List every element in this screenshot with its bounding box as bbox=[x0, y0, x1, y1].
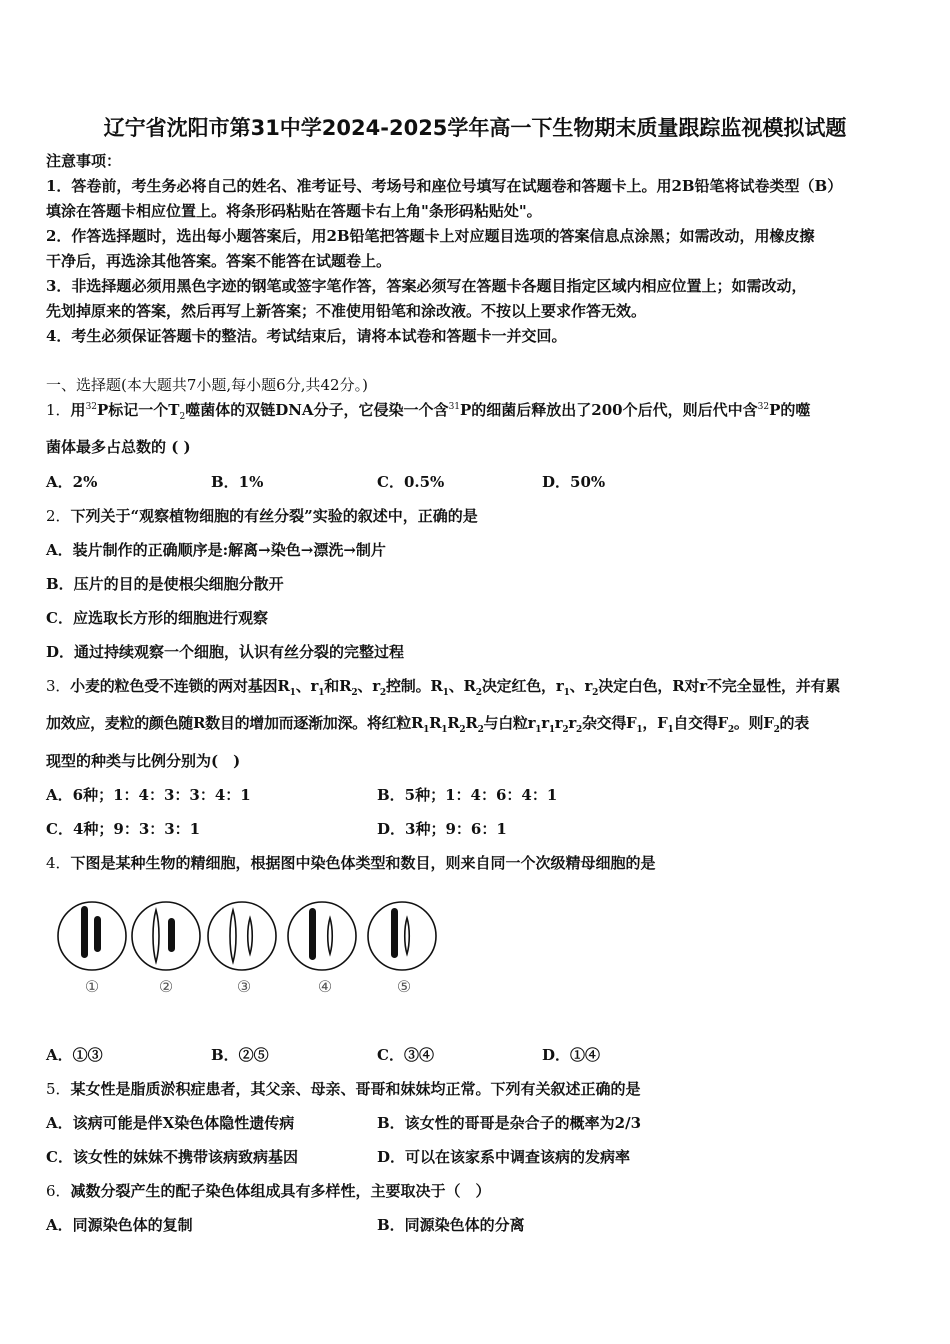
subscript: 2 bbox=[575, 725, 582, 735]
figure-caption-3: ③ bbox=[236, 977, 252, 996]
text: 与白粒r bbox=[483, 714, 536, 732]
option-b: B．该女性的哥哥是杂合子的概率为2/3 bbox=[377, 1114, 642, 1132]
subscript: 2 bbox=[477, 725, 484, 735]
notice-line: 3．非选择题必须用黑色字迹的钢笔或签字笔作答，答案必须写在答题卡各题目指定区域内相应位置上；如需改动， bbox=[46, 277, 807, 295]
subscript: 1 bbox=[636, 725, 643, 735]
text: R bbox=[447, 714, 460, 732]
subscript: 2 bbox=[562, 725, 569, 735]
option-c: C．③④ bbox=[377, 1046, 434, 1064]
text: 和R bbox=[324, 677, 352, 695]
option-d: D．通过持续观察一个细胞，认识有丝分裂的完整过程 bbox=[46, 643, 405, 661]
superscript: 32 bbox=[85, 402, 98, 412]
question-number: 6． bbox=[46, 1182, 71, 1200]
question-number: 3． bbox=[46, 677, 71, 695]
option-b: B．1% bbox=[211, 473, 264, 491]
text: 小麦的粒色受不连锁的两对基因R bbox=[70, 677, 290, 695]
option-d: D．3种；9：6：1 bbox=[377, 820, 507, 838]
question-3-line-3: 现型的种类与比例分别为( ) bbox=[46, 752, 241, 770]
option-b: B．同源染色体的分离 bbox=[377, 1216, 525, 1234]
question-1-line-2: 菌体最多占总数的 ( ) bbox=[46, 438, 191, 456]
option-a: A．6种；1：4：3：3：4：1 bbox=[46, 786, 251, 804]
subscript: 2 bbox=[379, 688, 386, 698]
cell-1 bbox=[58, 902, 126, 970]
text: 减数分裂产生的配子染色体组成具有多样性，主要取决于（ ） bbox=[70, 1182, 491, 1200]
option-a: A．该病可能是伴X染色体隐性遗传病 bbox=[46, 1114, 295, 1132]
option-a: A．①③ bbox=[46, 1046, 103, 1064]
option-c: C．应选取长方形的细胞进行观察 bbox=[46, 609, 268, 627]
notice-line: 1．答卷前，考生务必将自己的姓名、准考证号、考场号和座位号填写在试题卷和答题卡上。用2B铅笔将试卷类型（B） bbox=[46, 177, 843, 195]
question-1-line-1 bbox=[46, 400, 810, 420]
notice-line: 先划掉原来的答案，然后再写上新答案；不准使用铅笔和涂改液。不按以上要求作答无效。 bbox=[46, 302, 647, 320]
option-b: B．②⑤ bbox=[211, 1046, 269, 1064]
text: 杂交得F bbox=[581, 714, 637, 732]
cell-5 bbox=[368, 902, 436, 970]
text: 决定红色，r bbox=[481, 677, 564, 695]
text: 控制。R bbox=[385, 677, 443, 695]
subscript: 2 bbox=[727, 725, 734, 735]
subscript: 1 bbox=[318, 688, 325, 698]
page-title: 辽宁省沈阳市第31中学2024-2025学年高一下生物期末质量跟踪监视模拟试题 bbox=[103, 116, 847, 140]
option-a: A．装片制作的正确顺序是:解离→染色→漂洗→制片 bbox=[46, 541, 386, 559]
text: r bbox=[541, 714, 549, 732]
option-d: D．50% bbox=[542, 473, 606, 491]
question-number: 4． bbox=[46, 854, 71, 872]
text: R bbox=[429, 714, 442, 732]
option-a: A．同源染色体的复制 bbox=[46, 1216, 193, 1234]
text: 下列关于“观察植物细胞的有丝分裂”实验的叙述中，正确的是 bbox=[70, 507, 478, 525]
figure-caption-5: ⑤ bbox=[396, 977, 412, 996]
question-3-line-1 bbox=[46, 676, 840, 696]
question-number: 2． bbox=[46, 507, 71, 525]
subscript: 1 bbox=[548, 725, 555, 735]
subscript: 2 bbox=[475, 688, 482, 698]
text: P的细菌后释放出了200个后代，则后代中含 bbox=[460, 401, 758, 419]
text: 噬菌体的双链DNA分子，它侵染一个含 bbox=[185, 401, 449, 419]
option-d: D．①④ bbox=[542, 1046, 601, 1064]
text: P标记一个T bbox=[97, 401, 180, 419]
subscript: 1 bbox=[441, 725, 448, 735]
option-b: B．压片的目的是使根尖细胞分散开 bbox=[46, 575, 284, 593]
subscript: 1 bbox=[442, 688, 449, 698]
option-b: B．5种；1：4：6：4：1 bbox=[377, 786, 558, 804]
question-2-stem bbox=[46, 506, 478, 526]
question-4-stem bbox=[46, 853, 656, 873]
text: P的噬 bbox=[769, 401, 811, 419]
notice-heading: 注意事项： bbox=[46, 152, 122, 170]
text: 。则F bbox=[733, 714, 774, 732]
text: 用 bbox=[70, 401, 86, 419]
superscript: 32 bbox=[757, 402, 770, 412]
notice-line: 2．作答选择题时，选出每小题答案后，用2B铅笔把答题卡上对应题目选项的答案信息点涂黑；如需改动，用橡皮擦 bbox=[46, 227, 815, 245]
figure-caption-2: ② bbox=[158, 977, 174, 996]
text: 下图是某种生物的精细胞，根据图中染色体类型和数目，则来自同一个次级精母细胞的是 bbox=[70, 854, 656, 872]
text: 加效应，麦粒的颜色随R数目的增加而逐渐加深。将红粒R bbox=[46, 714, 424, 732]
figure-caption-1: ① bbox=[84, 977, 100, 996]
question-5-stem bbox=[46, 1079, 641, 1099]
option-c: C．4种；9：3：3：1 bbox=[46, 820, 201, 838]
option-a: A．2% bbox=[46, 473, 98, 491]
cell-4 bbox=[288, 902, 356, 970]
text: R bbox=[465, 714, 478, 732]
text: ，F bbox=[642, 714, 668, 732]
question-3-line-2 bbox=[46, 713, 809, 733]
option-d: D．可以在该家系中调查该病的发病率 bbox=[377, 1148, 631, 1166]
text: r bbox=[554, 714, 563, 732]
text: 、R bbox=[448, 677, 476, 695]
cell-3 bbox=[208, 902, 276, 970]
text: 、r bbox=[295, 677, 319, 695]
question-number: 5． bbox=[46, 1080, 71, 1098]
text: 、r bbox=[357, 677, 380, 695]
subscript: 1 bbox=[667, 725, 674, 735]
section-heading: 一、选择题(本大题共7小题,每小题6分,共42分。) bbox=[46, 376, 368, 394]
figure-caption-4: ④ bbox=[317, 977, 333, 996]
text: 决定白色，R对r不完全显性，并有累 bbox=[598, 677, 841, 695]
option-c: C．该女性的妹妹不携带该病致病基因 bbox=[46, 1148, 298, 1166]
cell-2 bbox=[132, 902, 200, 970]
subscript: 2 bbox=[459, 725, 466, 735]
text: 的表 bbox=[779, 714, 809, 732]
question-number: 1． bbox=[46, 401, 71, 419]
subscript: 2 bbox=[773, 725, 780, 735]
notice-line: 填涂在答题卡相应位置上。将条形码粘贴在答题卡右上角"条形码粘贴处"。 bbox=[46, 202, 542, 220]
notice-line: 干净后，再选涂其他答案。答案不能答在试题卷上。 bbox=[46, 252, 392, 270]
text: r bbox=[568, 714, 576, 732]
subscript: 2 bbox=[592, 688, 599, 698]
subscript: 2 bbox=[351, 688, 358, 698]
subscript: 2 bbox=[179, 412, 186, 422]
text: 、r bbox=[569, 677, 593, 695]
text: 某女性是脂质淤积症患者，其父亲、母亲、哥哥和妹妹均正常。下列有关叙述正确的是 bbox=[70, 1080, 641, 1098]
subscript: 1 bbox=[563, 688, 570, 698]
question-6-stem bbox=[46, 1181, 491, 1201]
notice-line: 4．考生必须保证答题卡的整洁。考试结束后，请将本试卷和答题卡一并交回。 bbox=[46, 327, 567, 345]
subscript: 1 bbox=[289, 688, 296, 698]
option-c: C．0.5% bbox=[377, 473, 445, 491]
subscript: 1 bbox=[423, 725, 430, 735]
text: 自交得F bbox=[673, 714, 728, 732]
superscript: 31 bbox=[448, 402, 461, 412]
subscript: 1 bbox=[535, 725, 542, 735]
